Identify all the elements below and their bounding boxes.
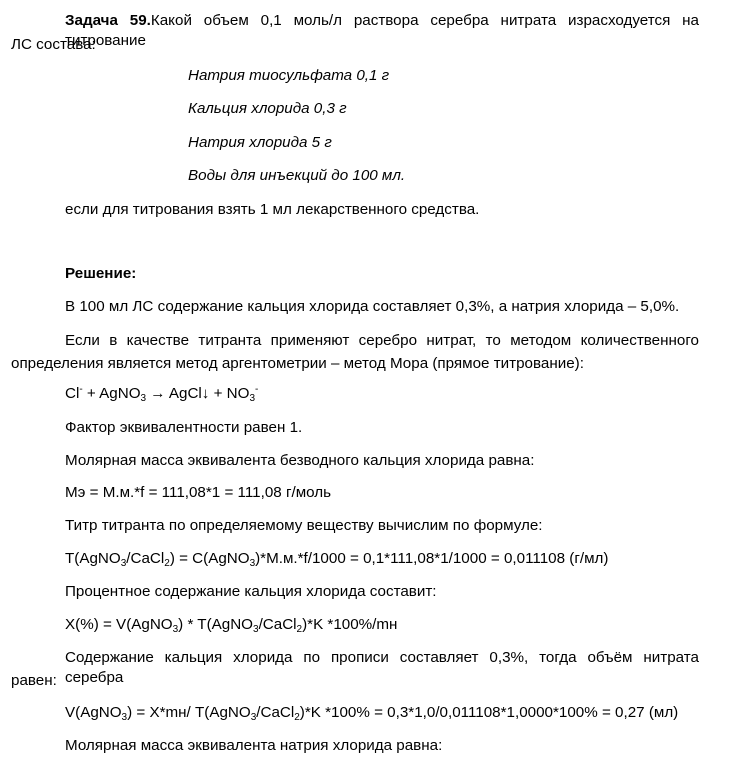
task-condition: если для титрования взять 1 мл лекарственного средства. — [65, 201, 480, 218]
composition-item-4: Воды для инъекций до 100 мл. — [188, 167, 406, 184]
composition-item-1: Натрия тиосульфата 0,1 г — [188, 67, 390, 84]
task-label: Задача 59. — [65, 12, 151, 29]
solution-paragraph-2-line1: Если в качестве титранта применяют серебро нитрат, то методом количественного — [65, 332, 699, 349]
solution-paragraph-4: Молярная масса эквивалента безводного кальция хлорида равна: — [65, 452, 535, 469]
task-question-line1 — [65, 11, 699, 51]
solution-paragraph-7-line2: равен: — [11, 672, 57, 689]
solution-paragraph-5: Титр титранта по определяемому веществу вычислим по формуле: — [65, 517, 543, 534]
reaction-equation: Cl- + AgNO$_3$ → AgCl↓ + $NO_3^-$ — [65, 384, 259, 404]
solution-paragraph-3: Фактор эквивалентности равен 1. — [65, 419, 303, 436]
solution-paragraph-7-line1: Содержание кальция хлорида по прописи составляет 0,3%, тогда объём нитрата серебра — [65, 649, 699, 686]
solution-heading: Решение: — [65, 265, 137, 282]
formula-equivalent-mass: Mэ = М.м.*f = 111,08*1 = 111,08 г/моль — [65, 484, 332, 501]
composition-item-2: Кальция хлорида 0,3 г — [188, 100, 347, 117]
solution-paragraph-6: Процентное содержание кальция хлорида составит: — [65, 583, 437, 600]
task-question-line2: ЛС состава: — [11, 36, 96, 53]
solution-paragraph-1: В 100 мл ЛС содержание кальция хлорида составляет 0,3%, а натрия хлорида – 5,0%. — [65, 298, 680, 315]
solution-paragraph-2-line2: определения является метод аргентометрии – метод Мора (прямое титрование): — [11, 355, 584, 372]
formula-percent: X(%) = V(AgNO$_3$) * T(AgNO$_3$/CaCl$_2$)*K *100%/mн — [65, 616, 398, 635]
composition-item-3: Натрия хлорида 5 г — [188, 134, 332, 151]
formula-titre: T(AgNO$_3$/CaCl$_2$) = C(AgNO$_3$)*М.м.*f/1000 = 0,1*111,08*1/1000 = 0,011108 (г/мл) — [65, 550, 609, 569]
solution-paragraph-8: Молярная масса эквивалента натрия хлорида равна: — [65, 737, 443, 754]
formula-volume: V(AgNO$_3$) = X*mн/ T(AgNO$_3$/CaCl$_2$)*K *100% = 0,3*1,0/0,011108*1,0000*100% = 0,27 (мл) — [65, 704, 679, 723]
task-question-text: Какой объем 0,1 моль/л раствора серебра нитрата израсходуется на титрование — [65, 12, 699, 49]
